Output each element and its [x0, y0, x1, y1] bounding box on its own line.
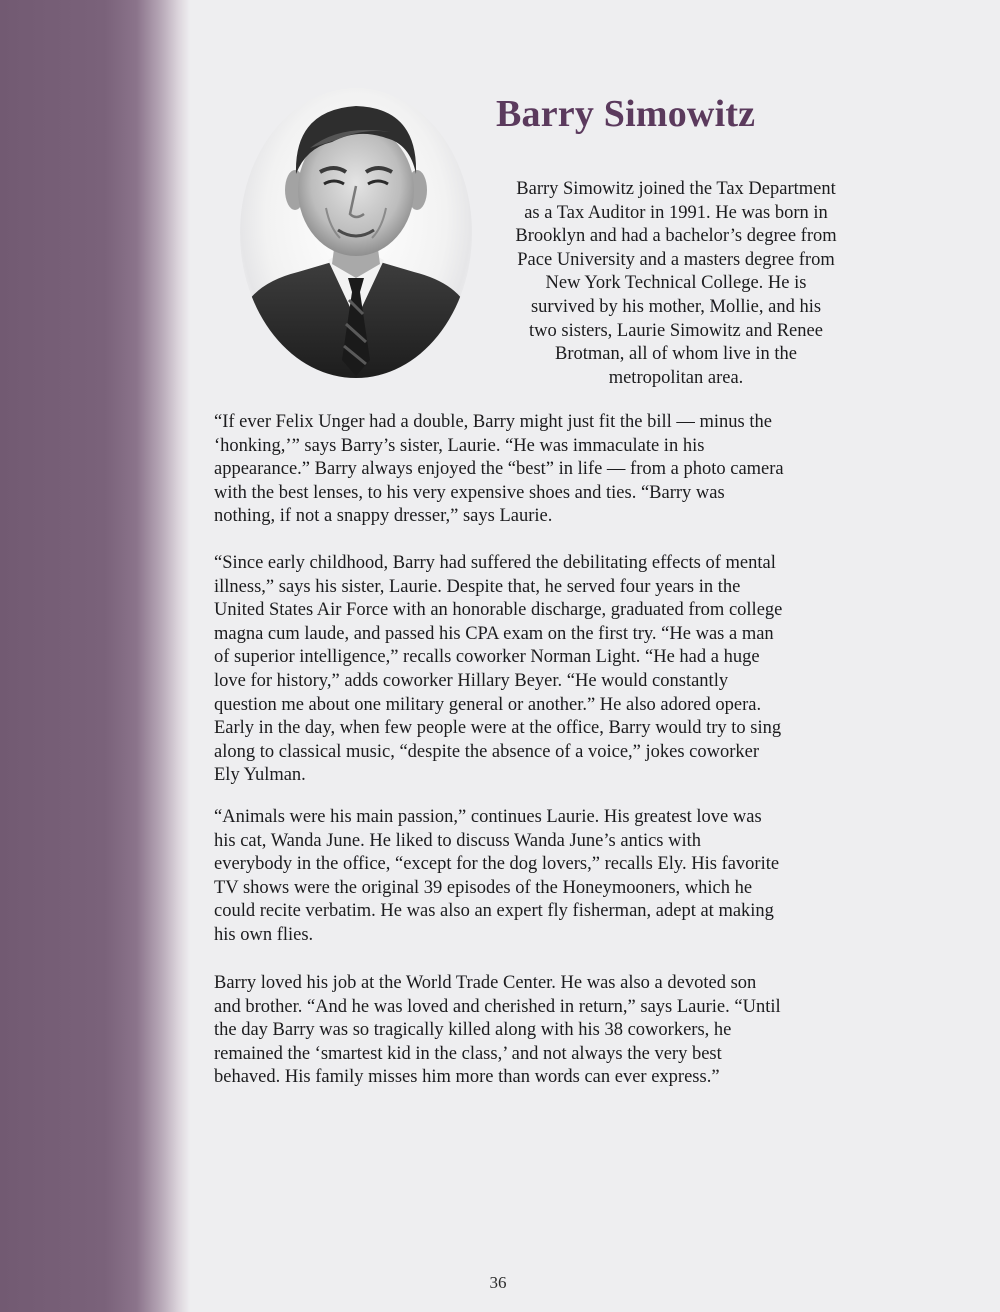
paragraph-line: Ely Yulman. [214, 765, 306, 786]
paragraph-line: his own flies. [214, 924, 314, 945]
intro-line: Brotman, all of whom live in the [555, 344, 797, 365]
body-paragraph-1 [214, 411, 874, 529]
portrait-illustration [240, 88, 472, 378]
paragraph-line: Barry loved his job at the World Trade Center. He was also a devoted son [214, 973, 757, 993]
paragraph-line: ‘honking,’” says Barry’s sister, Laurie. “He was immaculate in his [214, 435, 705, 456]
body-paragraph-4 [214, 972, 874, 1090]
paragraph-line: and brother. “And he was loved and cherished in return,” says Laurie. “Until [214, 996, 781, 1017]
intro-line: survived by his mother, Mollie, and his [530, 296, 822, 317]
body-paragraph-3 [214, 806, 874, 948]
paragraph-line: remained the ‘smartest kid in the class,’ and not always the very best [214, 1043, 722, 1064]
paragraph-line: magna cum laude, and passed his CPA exam on the first try. “He was a man [214, 623, 774, 644]
paragraph-line: of superior intelligence,” recalls coworker Norman Light. “He had a huge [214, 647, 760, 668]
intro-line: New York Technical College. He is [545, 273, 807, 294]
paragraph-line: the day Barry was so tragically killed along with his 38 coworkers, he [214, 1020, 732, 1041]
paragraph-line: everybody in the office, “except for the dog lovers,” recalls Ely. His favorite [214, 854, 780, 875]
paragraph-line: “Since early childhood, Barry had suffered the debilitating effects of mental [214, 553, 776, 573]
paragraph-line: Early in the day, when few people were at the office, Barry would try to sing [214, 718, 782, 739]
paragraph-line: question me about one military general or another.” He also adored opera. [214, 694, 762, 715]
paragraph-line: nothing, if not a snappy dresser,” says Laurie. [214, 506, 553, 527]
intro-line: two sisters, Laurie Simowitz and Renee [529, 320, 823, 341]
intro-line: Pace University and a masters degree from [517, 249, 835, 270]
paragraph-line: TV shows were the original 39 episodes of the Honeymooners, which he [214, 877, 753, 898]
intro-line: Barry Simowitz joined the Tax Department [516, 179, 836, 199]
paragraph-line: United States Air Force with an honorable discharge, graduated from college [214, 600, 783, 621]
body-paragraph-2 [214, 552, 874, 788]
paragraph-line: his cat, Wanda June. He liked to discuss Wanda June’s antics with [214, 830, 702, 851]
paragraph-line: “Animals were his main passion,” continues Laurie. His greatest love was [214, 807, 762, 827]
paragraph-line: illness,” says his sister, Laurie. Despite that, he served four years in the [214, 576, 741, 597]
paragraph-line: along to classical music, “despite the absence of a voice,” jokes coworker [214, 741, 760, 762]
intro-line: metropolitan area. [608, 367, 744, 388]
paragraph-line: with the best lenses, to his very expensive shoes and ties. “Barry was [214, 482, 725, 503]
intro-paragraph [480, 178, 872, 390]
page-number [0, 1273, 998, 1293]
intro-line: as a Tax Auditor in 1991. He was born in [524, 202, 828, 223]
paragraph-line: love for history,” adds coworker Hillary Beyer. “He would constantly [214, 670, 729, 691]
paragraph-line: could recite verbatim. He was also an expert fly fisherman, adept at making [214, 901, 774, 922]
paragraph-line: behaved. His family misses him more than words can ever express.” [214, 1067, 720, 1088]
page-title: Barry Simowitz [496, 93, 756, 135]
decorative-side-band [0, 0, 190, 1312]
intro-line: Brooklyn and had a bachelor’s degree from [515, 226, 837, 247]
page-number-text: 36 [489, 1273, 507, 1292]
portrait-photo [240, 88, 472, 378]
paragraph-line: “If ever Felix Unger had a double, Barry might just fit the bill — minus the [214, 412, 772, 432]
paragraph-line: appearance.” Barry always enjoyed the “best” in life — from a photo camera [214, 459, 784, 480]
